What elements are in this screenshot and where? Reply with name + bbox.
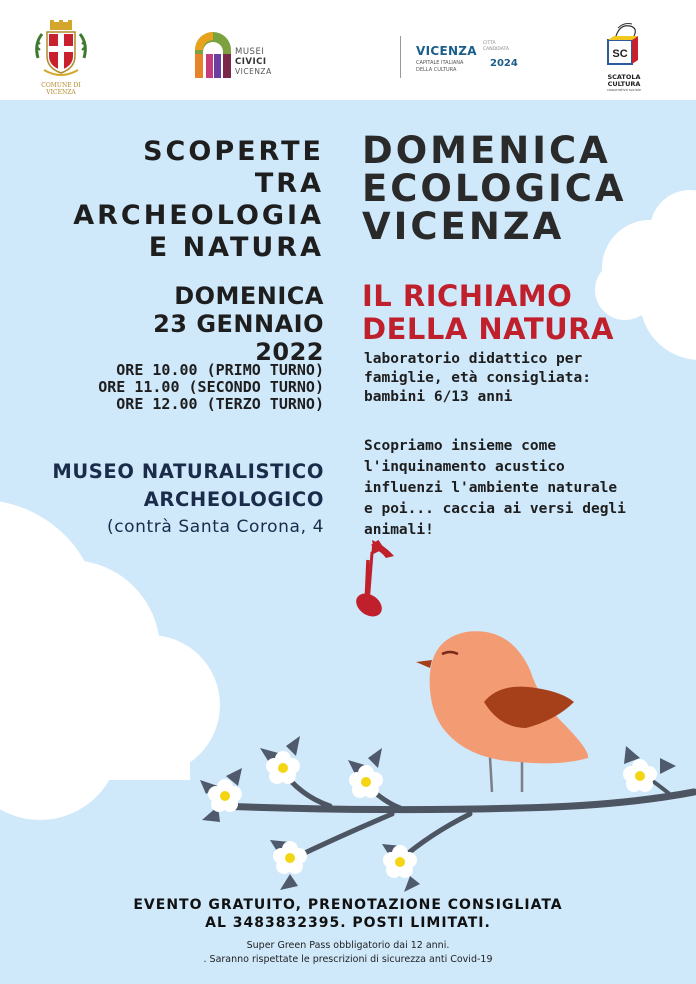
comune-logo bbox=[30, 18, 92, 96]
lab-info bbox=[364, 350, 684, 407]
flower-blossoms bbox=[208, 751, 657, 878]
scatola-cultura-logo bbox=[604, 22, 644, 94]
comune-crest-icon bbox=[30, 18, 92, 80]
music-note-icon bbox=[352, 540, 394, 621]
event-date bbox=[20, 282, 324, 366]
museum-name-line-2: ARCHEOLOGICO bbox=[143, 488, 324, 511]
musei-logo-line2: CIVICI bbox=[235, 57, 267, 67]
activity-description bbox=[364, 436, 690, 541]
booking-info bbox=[90, 896, 606, 932]
musei-logo-line1: MUSEI bbox=[235, 47, 265, 57]
event-date-line-3: 2022 bbox=[255, 338, 324, 366]
scatola-logo-line3: cooperativa sociale bbox=[607, 88, 641, 92]
event-time-3: ORE 12.00 (TERZO TURNO) bbox=[116, 395, 324, 413]
right-title-line-3: VICENZA bbox=[362, 205, 565, 248]
event-date-line-1: DOMENICA bbox=[174, 282, 324, 310]
covid-note-line-1: Super Green Pass obbligatorio dai 12 anni. bbox=[246, 940, 450, 951]
left-title-line-3: ARCHEOLOGIA bbox=[73, 200, 324, 231]
covid-note-line-2: . Saranno rispettate le prescrizioni di sicurezza anti Covid-19 bbox=[203, 954, 493, 965]
museum-name bbox=[20, 458, 324, 514]
lab-info-line-2: famiglie, età consigliata: bbox=[364, 370, 591, 386]
scatola-cultura-icon bbox=[604, 22, 644, 68]
left-title-line-4: E NATURA bbox=[148, 232, 324, 263]
activity-title-line-2: DELLA NATURA bbox=[362, 312, 614, 346]
description-line-4: e poi... caccia ai versi degli bbox=[364, 501, 626, 517]
vicenza-logo-sub-l1: CAPITALE ITALIANA bbox=[416, 60, 464, 66]
booking-info-line-1: EVENTO GRATUITO, PRENOTAZIONE CONSIGLIATA bbox=[133, 897, 563, 913]
vicenza-logo-candidata bbox=[483, 41, 509, 53]
bird-icon bbox=[416, 631, 588, 792]
musei-civici-logo bbox=[193, 28, 283, 80]
vicenza-logo-sub-l2: DELLA CULTURA bbox=[416, 67, 457, 73]
right-title-line-2: ECOLOGICA bbox=[362, 167, 627, 210]
vicenza-2024-logo bbox=[400, 36, 530, 80]
vicenza-logo-name: VICENZA bbox=[416, 44, 477, 58]
event-times bbox=[10, 362, 324, 413]
scatola-logo-line1: SCATOLA bbox=[607, 73, 641, 81]
right-title-line-1: DOMENICA bbox=[362, 129, 611, 172]
comune-label: COMUNE DI VICENZA bbox=[41, 82, 81, 96]
vicenza-logo-candidata-l1: CITTÀ bbox=[483, 41, 496, 46]
vicenza-logo-year: 2024 bbox=[490, 58, 518, 69]
scatola-logo-mark: SC bbox=[612, 48, 628, 60]
event-time-1: ORE 10.00 (PRIMO TURNO) bbox=[116, 361, 324, 379]
lab-info-line-3: bambini 6/13 anni bbox=[364, 389, 513, 405]
musei-logo-line3: VICENZA bbox=[235, 67, 272, 76]
event-time-2: ORE 11.00 (SECONDO TURNO) bbox=[98, 378, 324, 396]
right-title bbox=[362, 129, 692, 248]
description-line-3: influenzi l'ambiente naturale bbox=[364, 480, 618, 496]
activity-title bbox=[362, 280, 692, 346]
description-line-1: Scopriamo insieme come bbox=[364, 438, 557, 454]
description-line-2: l'inquinamento acustico bbox=[364, 459, 565, 475]
museum-name-line-1: MUSEO NATURALISTICO bbox=[52, 460, 324, 483]
event-date-line-2: 23 GENNAIO bbox=[153, 310, 324, 338]
left-title-line-2: TRA bbox=[254, 168, 324, 199]
covid-note bbox=[120, 939, 576, 967]
left-title-line-1: SCOPERTE bbox=[143, 136, 324, 167]
description-line-5: animali! bbox=[364, 522, 434, 538]
museum-address: (contrà Santa Corona, 4 bbox=[106, 517, 324, 537]
musei-arch-icon bbox=[193, 28, 233, 80]
header-logo-bar bbox=[0, 0, 696, 100]
activity-title-line-1: IL RICHIAMO bbox=[362, 279, 573, 313]
vicenza-logo-subtitle bbox=[416, 60, 463, 74]
logo-divider bbox=[400, 36, 401, 78]
left-title bbox=[30, 136, 324, 264]
booking-info-line-2: AL 3483832395. POSTI LIMITATI. bbox=[205, 915, 491, 931]
cloud-left bbox=[0, 500, 220, 820]
scatola-logo-text bbox=[604, 74, 644, 88]
scatola-logo-line2: CULTURA bbox=[607, 80, 641, 88]
lab-info-line-1: laboratorio didattico per bbox=[364, 351, 583, 367]
vicenza-logo-candidata-l2: CANDIDATA bbox=[483, 47, 509, 52]
